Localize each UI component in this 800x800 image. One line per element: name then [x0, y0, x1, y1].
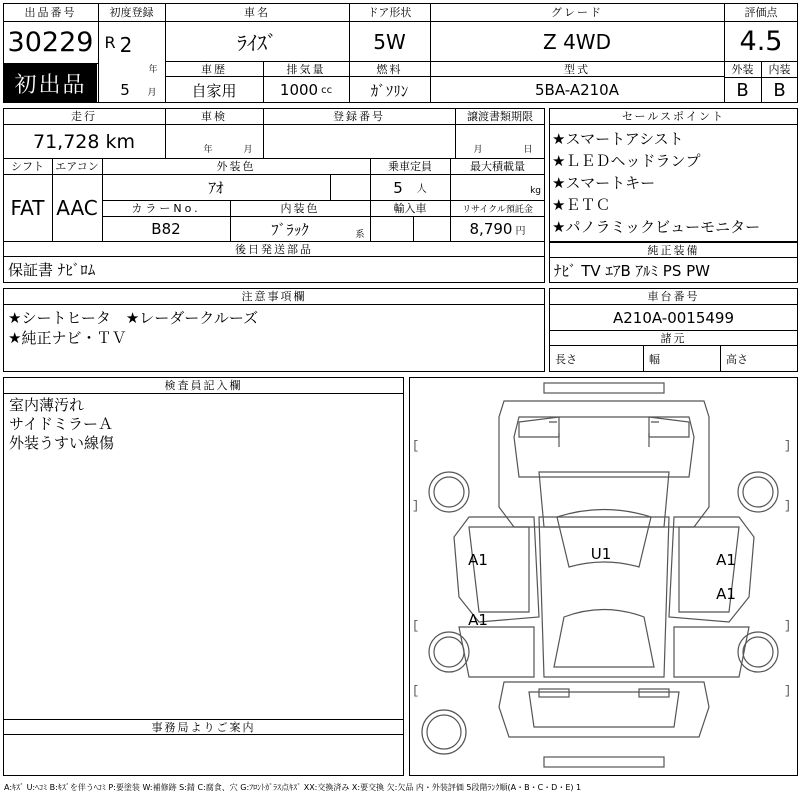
- score-label: 評価点: [744, 6, 778, 19]
- svg-text:[: [: [412, 439, 420, 453]
- era-label: R: [104, 32, 116, 52]
- caution-notes: ★シートヒータ ★レーダークルーズ ★純正ナビ・ＴＶ: [8, 309, 259, 347]
- inspector-comments: 室内薄汚れ サイドミラーＡ 外装うすい線傷: [9, 396, 115, 452]
- damage-mark: A1: [468, 551, 488, 569]
- damage-mark: A1: [716, 551, 736, 569]
- door-label: ドア形状: [367, 6, 412, 19]
- damage-mark: A1: [716, 585, 736, 603]
- svg-text:]: ]: [784, 684, 792, 698]
- displacement: 1000 cc: [279, 81, 333, 99]
- first-reg-month: 5: [120, 81, 130, 99]
- svg-text:]: ]: [784, 619, 792, 633]
- damage-mark: A1: [468, 611, 488, 629]
- seating-capacity: 5 人: [393, 178, 427, 197]
- first-listing-badge: 初出品: [4, 64, 97, 102]
- car-history: 自家用: [191, 81, 237, 100]
- svg-text:]: ]: [412, 499, 420, 513]
- svg-text:[: [: [412, 619, 420, 633]
- car-outline: [409, 377, 798, 776]
- exterior-grade: B: [736, 80, 749, 101]
- air-conditioner: AAC: [56, 196, 98, 220]
- score-value: 4.5: [739, 26, 783, 57]
- car-name-label: 車名: [244, 6, 270, 19]
- sales-points: ★スマートアシスト ★ＬＥＤヘッドランプ ★スマートキー ★ＥＴＣ ★パノラミックビューモニター: [552, 130, 761, 236]
- recycle-deposit: 8,790 円: [469, 220, 526, 238]
- color-number: B82: [151, 220, 181, 238]
- fuel: ｶﾞｿﾘﾝ: [370, 81, 409, 100]
- grade-label: グレード: [551, 6, 603, 19]
- factory-equipment: ﾅﾋﾞ TV ｴｱB ｱﾙﾐ PS PW: [554, 261, 710, 280]
- lot-label: 出品番号: [24, 6, 77, 19]
- damage-mark: U1: [590, 545, 612, 563]
- mileage: 71,728 km: [33, 130, 135, 153]
- interior-color: ﾌﾞﾗｯｸ: [271, 220, 309, 239]
- model-code: 5BA-A210A: [534, 81, 619, 99]
- first-reg-year: 2: [119, 33, 133, 57]
- interior-grade: B: [773, 80, 786, 101]
- lot-number: 30229: [7, 27, 94, 58]
- car-name: ﾗｲｽﾞ: [237, 31, 277, 55]
- later-shipped-parts: 保証書 ﾅﾋﾞﾛﾑ: [8, 261, 96, 279]
- first-reg-label: 初度登録: [109, 6, 154, 19]
- svg-text:[: [: [412, 684, 420, 698]
- door-value: 5W: [373, 29, 406, 54]
- svg-text:]: ]: [784, 439, 792, 453]
- shift-type: FAT: [10, 196, 45, 220]
- chassis-number: A210A-0015499: [612, 308, 735, 327]
- exterior-color: ｱｵ: [208, 179, 224, 197]
- svg-text:]: ]: [784, 499, 792, 513]
- grade-value: Z 4WD: [543, 29, 611, 54]
- legend-footnote: A:ｷｽﾞ U:ﾍｺﾐ B:ｷｽﾞを伴うﾍｺﾐ P:要塗装 W:補修跡 S:錆 C:腐食、穴 G:ﾌﾛﾝﾄｶﾞﾗｽ点ｷｽﾞ XX:交換済み X:要交換 欠:欠品 内・外装評価 5段階ﾗﾝｸ順(A・B・C・D・E) 1: [4, 782, 582, 792]
